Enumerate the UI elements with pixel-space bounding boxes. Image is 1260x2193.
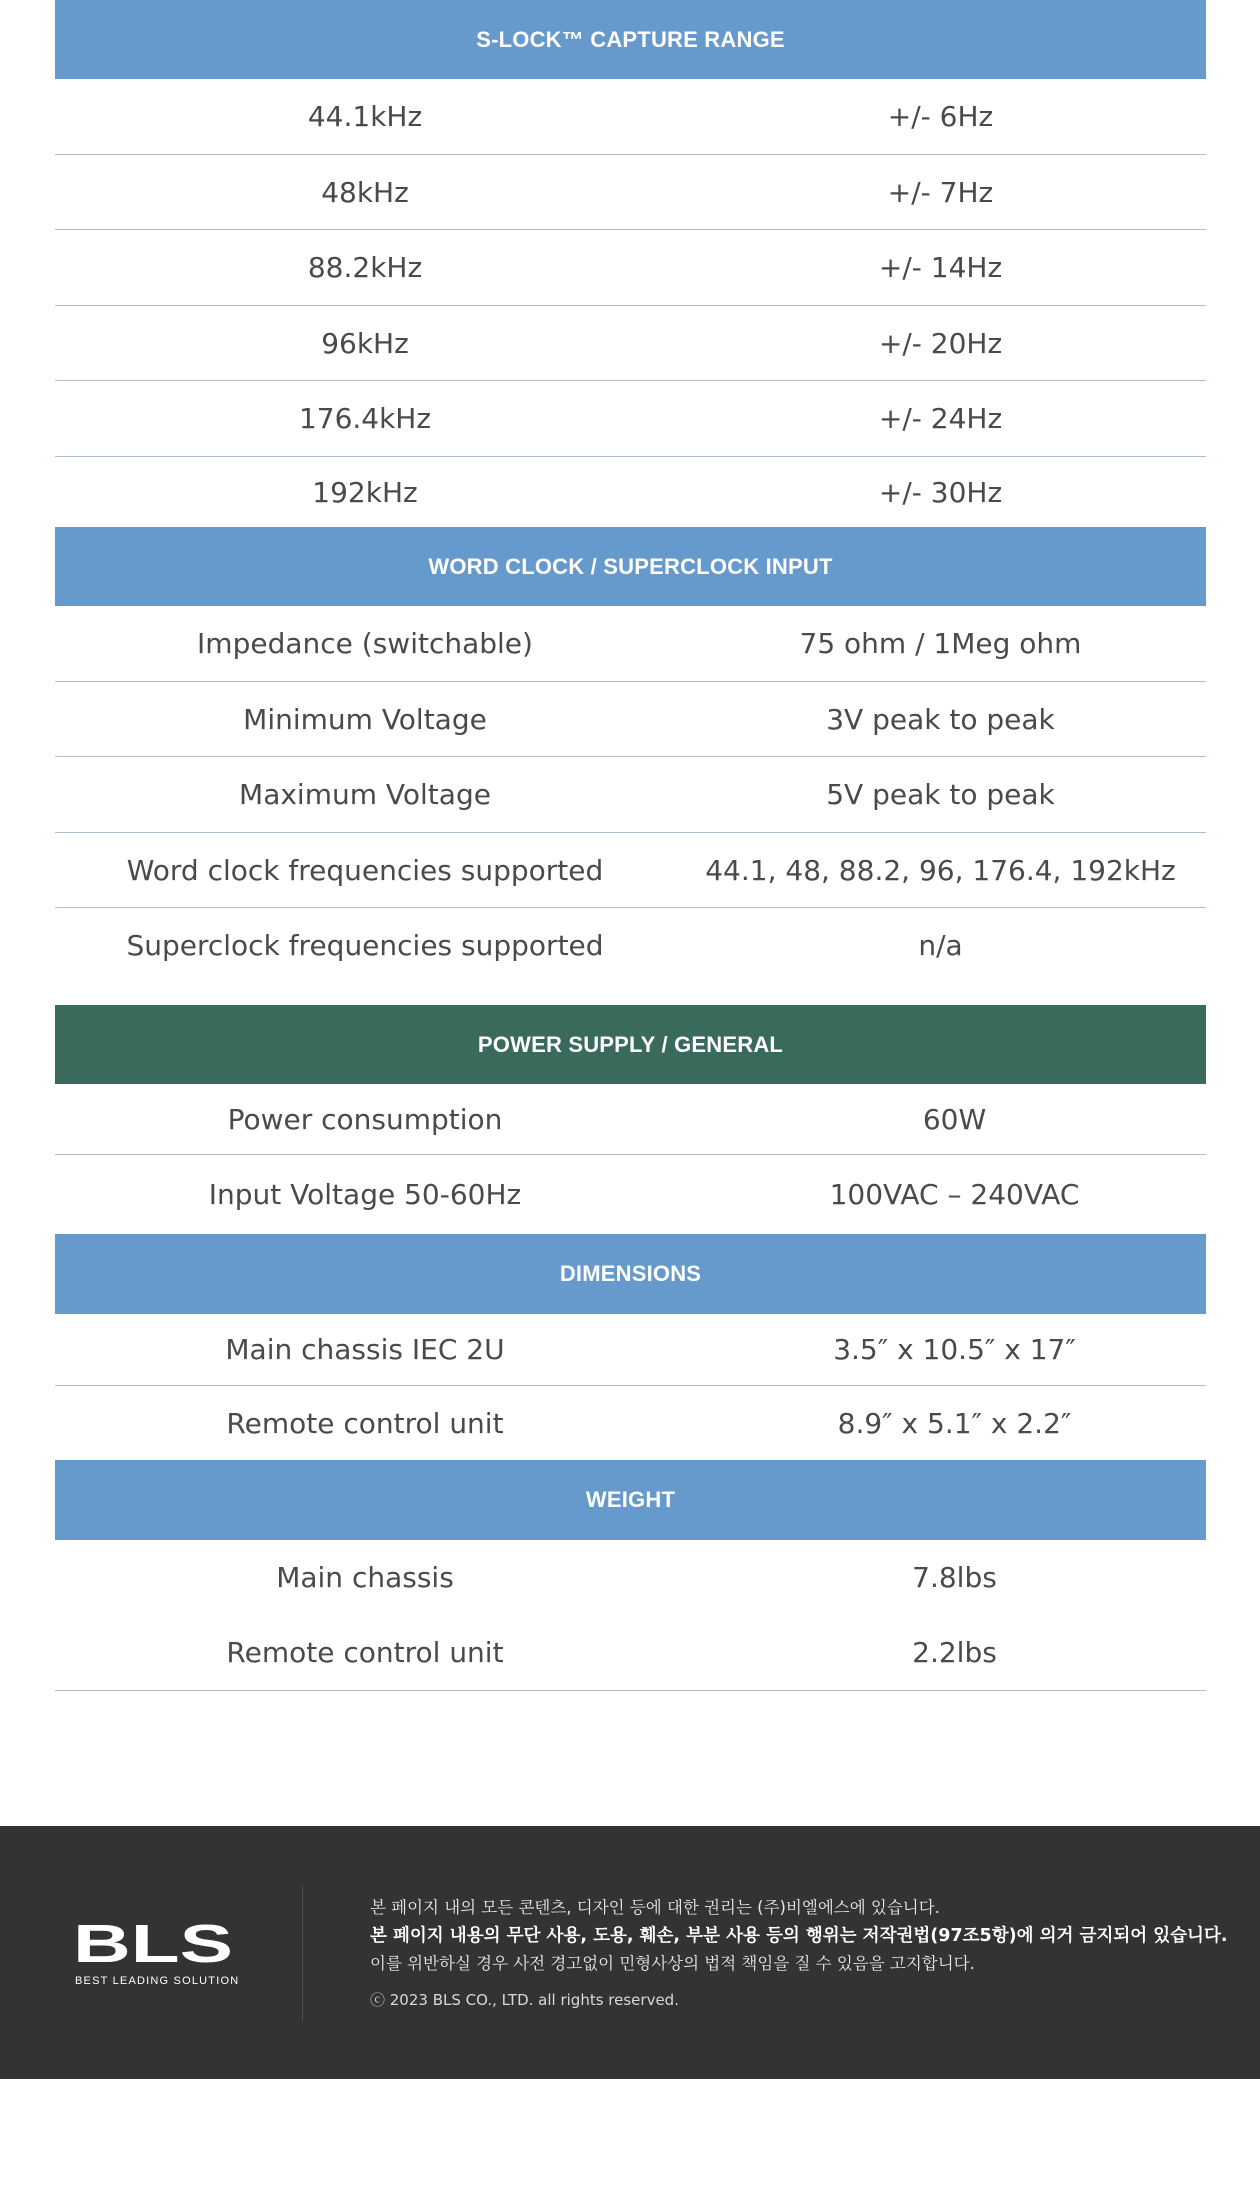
spec-value: 2.2lbs <box>912 1635 997 1669</box>
section-header-power: POWER SUPPLY / GENERAL <box>55 1005 1206 1084</box>
spec-value: +/- 7Hz <box>887 175 994 209</box>
table-row <box>55 155 1206 230</box>
spec-value: +/- 24Hz <box>878 402 1003 435</box>
section-header-dimensions: DIMENSIONS <box>55 1234 1206 1314</box>
footer <box>0 1826 1260 2079</box>
table-row <box>55 908 1206 983</box>
table-row <box>55 833 1206 908</box>
spec-label: Minimum Voltage <box>243 702 487 736</box>
spec-value: +/- 30Hz <box>878 475 1003 509</box>
table-row <box>55 682 1206 757</box>
spec-label: Remote control unit <box>226 1635 504 1669</box>
spec-label: 176.4kHz <box>298 402 432 435</box>
spec-label: Input Voltage 50-60Hz <box>208 1178 522 1211</box>
spec-label: 48kHz <box>321 175 409 209</box>
logo-tagline: BEST LEADING SOLUTION <box>75 1975 240 1987</box>
spec-value: 8.9″ x 5.1″ x 2.2″ <box>837 1406 1072 1440</box>
spec-label: Impedance (switchable) <box>197 627 533 660</box>
spec-value: 3V peak to peak <box>826 702 1055 736</box>
table-row <box>55 1614 1206 1691</box>
bls-logo <box>73 1922 240 1987</box>
spec-value: +/- 20Hz <box>878 326 1003 360</box>
table-row <box>55 606 1206 682</box>
spec-label: 44.1kHz <box>307 100 423 133</box>
spec-value: 5V peak to peak <box>826 778 1055 811</box>
copyright: ⓒ 2023 BLS CO., LTD. all rights reserved. <box>370 1991 679 2009</box>
section-gap <box>55 983 1206 1005</box>
table-row <box>55 757 1206 833</box>
table-row <box>55 306 1206 381</box>
section-header-slock: S-LOCK™ CAPTURE RANGE <box>55 0 1206 79</box>
spec-label: 96kHz <box>321 326 409 360</box>
spec-value: +/- 6Hz <box>887 100 994 133</box>
spec-value: 60W <box>922 1102 987 1136</box>
spec-label: Word clock frequencies supported <box>126 853 604 887</box>
spec-label: Main chassis <box>276 1560 454 1594</box>
section-header-weight: WEIGHT <box>55 1460 1206 1540</box>
table-row <box>55 1314 1206 1386</box>
spec-value: 100VAC – 240VAC <box>829 1178 1080 1211</box>
spec-value: 75 ohm / 1Meg ohm <box>799 627 1082 660</box>
section-header-wordclock: WORD CLOCK / SUPERCLOCK INPUT <box>55 527 1206 606</box>
table-row <box>55 1386 1206 1460</box>
spec-label: Main chassis IEC 2U <box>225 1333 505 1366</box>
spec-table <box>55 0 1206 1691</box>
spec-value: n/a <box>918 929 963 962</box>
spec-value: 3.5″ x 10.5″ x 17″ <box>833 1333 1076 1366</box>
spec-value: 7.8lbs <box>912 1560 997 1594</box>
spec-value: +/- 14Hz <box>878 251 1003 284</box>
footer-divider <box>302 1886 303 2022</box>
spec-label: Superclock frequencies supported <box>126 929 604 962</box>
table-row <box>55 457 1206 527</box>
notice-line-warning: 이를 위반하실 경우 사전 경고없이 민형사상의 법적 책임을 질 수 있음을 고지합니다. <box>370 1954 975 1973</box>
notice-line-prohibition: 본 페이지 내용의 무단 사용, 도용, 훼손, 부분 사용 등의 행위는 저작권법(97조5항)에 의거 금지되어 있습니다. <box>370 1926 1228 1946</box>
table-row <box>55 1084 1206 1155</box>
table-row <box>55 79 1206 155</box>
footer-notice <box>370 1894 1228 2014</box>
table-row <box>55 1155 1206 1234</box>
spec-label: Power consumption <box>227 1102 503 1136</box>
svg-text:BLS: BLS <box>73 1922 233 1964</box>
table-row <box>55 1540 1206 1614</box>
spec-value: 44.1, 48, 88.2, 96, 176.4, 192kHz <box>705 853 1176 887</box>
spec-label: Remote control unit <box>226 1406 504 1440</box>
spec-label: Maximum Voltage <box>239 778 491 811</box>
table-row <box>55 230 1206 306</box>
spec-label: 192kHz <box>312 475 418 509</box>
spec-label: 88.2kHz <box>307 251 423 284</box>
table-row <box>55 381 1206 457</box>
bls-logo-mark <box>73 1922 235 1964</box>
notice-line-rights: 본 페이지 내의 모든 콘텐츠, 디자인 등에 대한 권리는 (주)비엘에스에 있습니다. <box>370 1898 940 1917</box>
